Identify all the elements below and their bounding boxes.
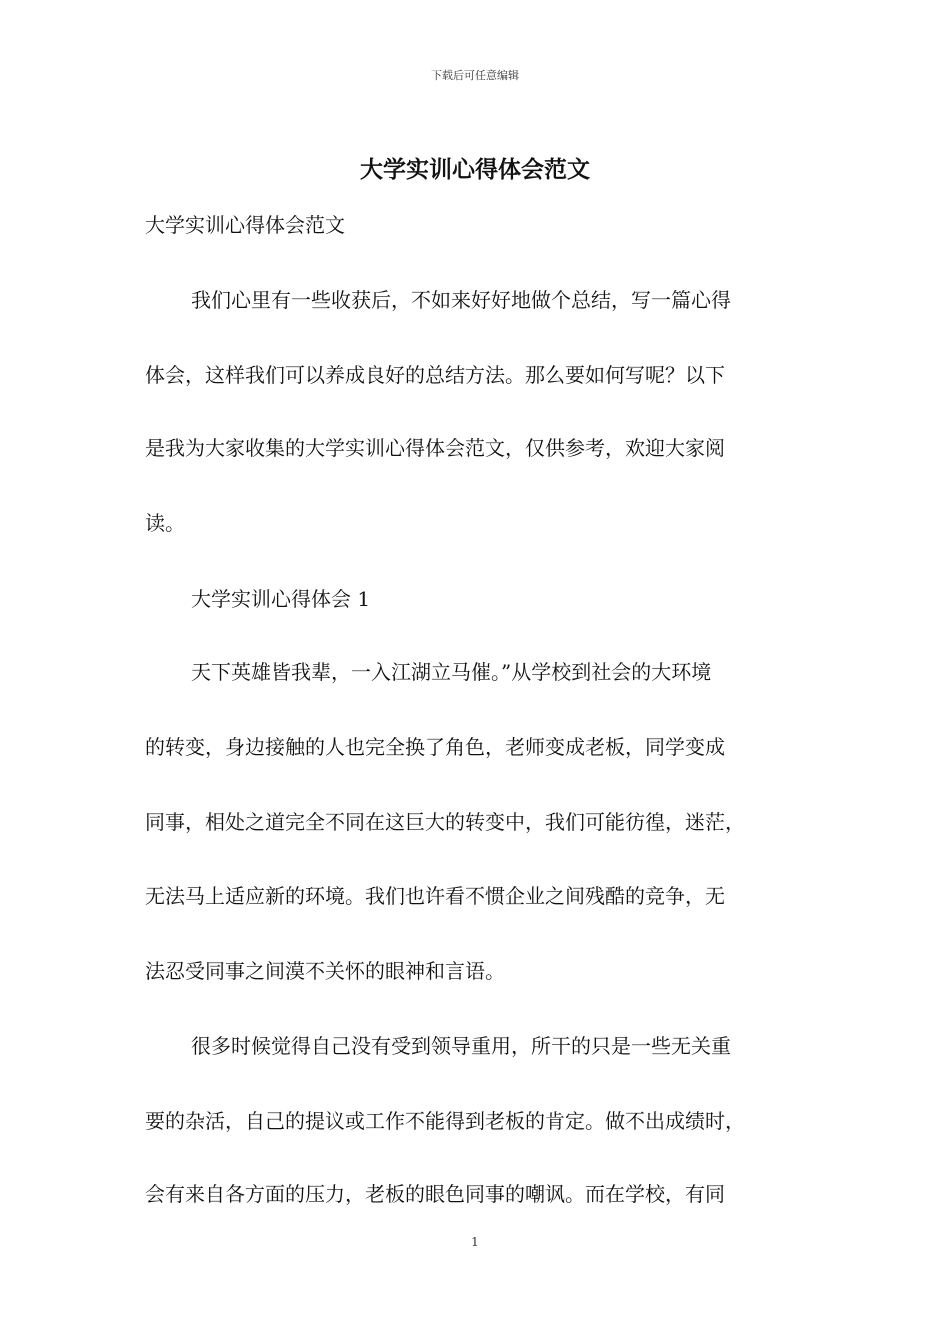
paragraph-line: 体会，这样我们可以养成良好的总结方法。那么要如何写呢？以下 bbox=[145, 363, 725, 387]
header-note: 下载后可任意编辑 bbox=[431, 69, 519, 82]
paragraph-line: 要的杂活，自己的提议或工作不能得到老板的肯定。做不出成绩时， bbox=[145, 1109, 745, 1133]
paragraph-line: 无法马上适应新的环境。我们也许看不惯企业之间残酷的竞争，无 bbox=[145, 884, 725, 908]
document-title: 大学实训心得体会范文 bbox=[360, 156, 590, 183]
paragraph-line: 天下英雄皆我辈，一入江湖立马催。”从学校到社会的大环境 bbox=[191, 660, 712, 684]
paragraph-line: 会有来自各方面的压力，老板的眼色同事的嘲讽。而在学校，有同 bbox=[145, 1182, 725, 1206]
paragraph-line: 很多时候觉得自己没有受到领导重用，所干的只是一些无关重 bbox=[191, 1034, 731, 1058]
paragraph-line: 的转变，身边接触的人也完全换了角色，老师变成老板，同学变成 bbox=[145, 735, 725, 759]
paragraph-line: 是我为大家收集的大学实训心得体会范文，仅供参考，欢迎大家阅 bbox=[145, 436, 725, 460]
paragraph-line: 读。 bbox=[145, 511, 185, 535]
document-subtitle: 大学实训心得体会范文 bbox=[145, 213, 345, 237]
section-heading: 大学实训心得体会 1 bbox=[191, 587, 371, 611]
paragraph-line: 同事，相处之道完全不同在这巨大的转变中，我们可能彷徨，迷茫， bbox=[145, 810, 745, 834]
paragraph-line: 我们心里有一些收获后，不如来好好地做个总结，写一篇心得 bbox=[191, 288, 731, 312]
page-number: 1 bbox=[471, 1235, 479, 1249]
paragraph-line: 法忍受同事之间漠不关怀的眼神和言语。 bbox=[145, 959, 505, 983]
